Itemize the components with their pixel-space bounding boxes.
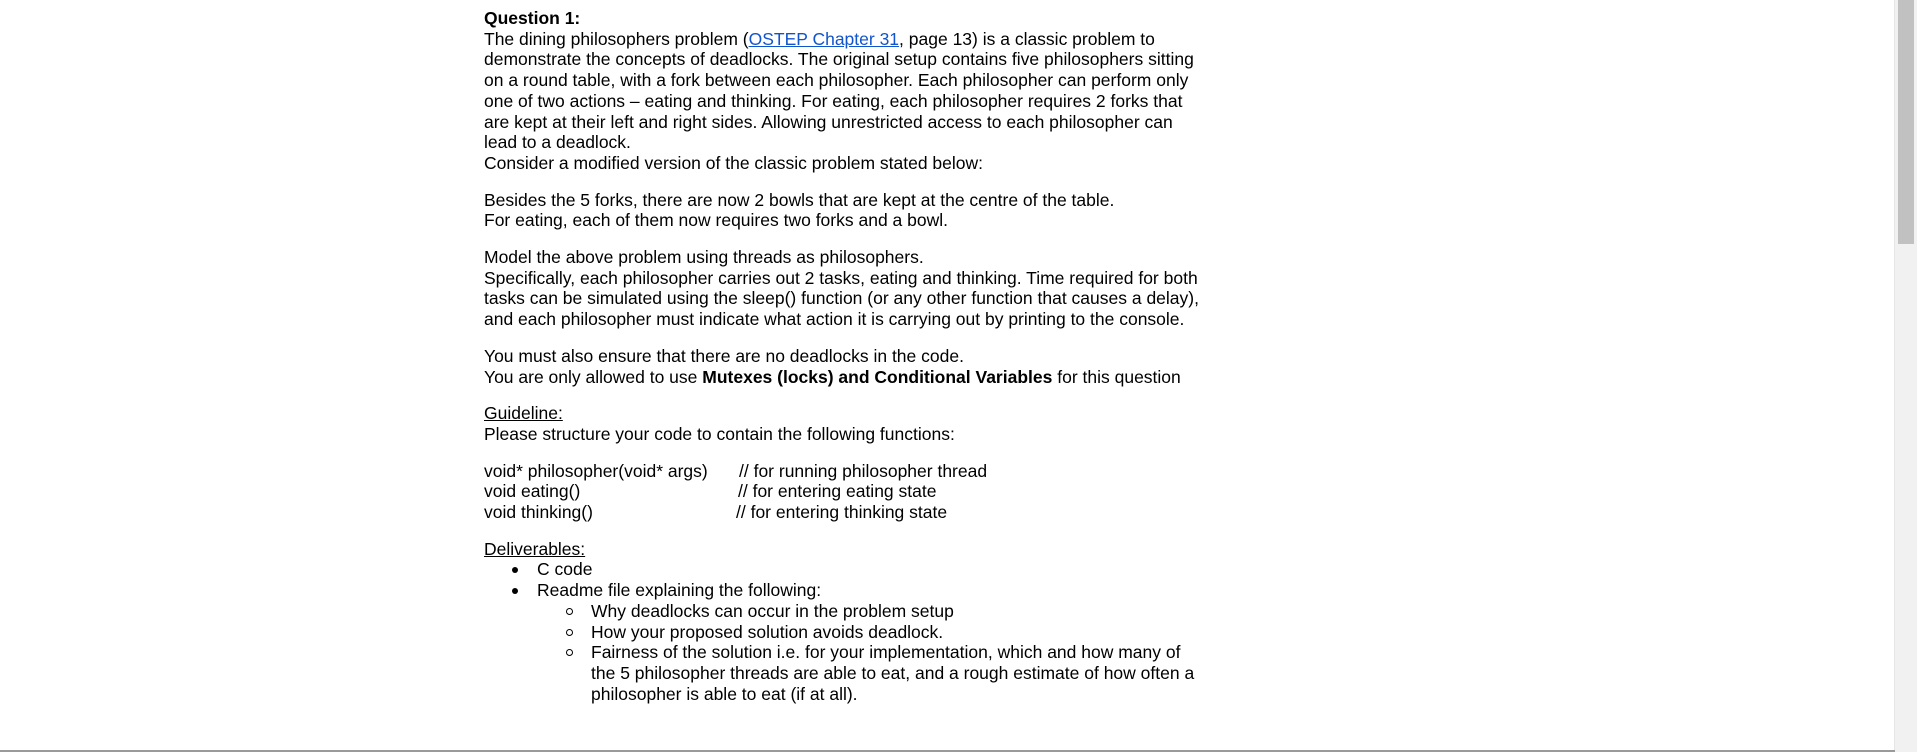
function-signature: void eating() <box>484 481 581 502</box>
function-row-philosopher <box>484 461 1204 482</box>
model-instruction: Model the above problem using threads as philosophers. <box>484 247 924 268</box>
ostep-chapter-link[interactable]: OSTEP Chapter 31 <box>748 28 900 49</box>
no-deadlock-requirement: You must also ensure that there are no deadlocks in the code. <box>484 345 964 366</box>
spacer <box>484 387 1204 403</box>
function-signature: void* philosopher(void* args) <box>484 460 708 481</box>
model-details: Specifically, each philosopher carries out 2 tasks, eating and thinking. Time required for both tasks can be simulated using the sleep() function (or any other function that causes a delay), and each philosopher must indicate what action it is carrying out by printing to the console. <box>484 267 1199 330</box>
list-item <box>537 559 1204 580</box>
allowed-text-before: You are only allowed to use <box>484 366 703 387</box>
modified-setup-bowls: Besides the 5 forks, there are now 2 bowls that are kept at the centre of the table. <box>484 189 1115 210</box>
deliverables-list <box>484 559 1204 704</box>
readme-points-list <box>537 601 1204 705</box>
function-row-eating <box>484 481 1204 502</box>
list-item: Why deadlocks can occur in the problem setup <box>591 601 1204 622</box>
consider-text: Consider a modified version of the classic problem stated below: <box>484 152 983 173</box>
spacer <box>484 231 1204 247</box>
scrollbar-thumb[interactable] <box>1898 0 1914 244</box>
guideline-heading: Guideline: <box>484 403 563 424</box>
modified-setup-requirement: For eating, each of them now requires two forks and a bowl. <box>484 210 948 231</box>
spacer <box>484 330 1204 346</box>
intro-paragraph <box>484 29 1204 153</box>
guideline-text: Please structure your code to contain the following functions: <box>484 423 955 444</box>
allowed-text-after: for this question <box>1052 366 1181 387</box>
spacer <box>484 174 1204 190</box>
deliverable-readme: Readme file explaining the following: <box>537 580 822 601</box>
function-row-thinking <box>484 502 1204 523</box>
list-item: How your proposed solution avoids deadlock. <box>591 622 1204 643</box>
allowed-primitives-bold: Mutexes (locks) and Conditional Variables <box>702 366 1053 387</box>
intro-text-before-link: The dining philosophers problem ( <box>484 28 749 49</box>
spacer <box>484 523 1204 539</box>
intro-text-after-link: , page 13) is a classic problem to demonstrate the concepts of deadlocks. The original setup contains five philosophers sitting on a round table, with a fork between each philosopher. Each philosopher can perform only one of two actions – eating and thinking. For eating, each philosopher requires 2 forks that are kept at their left and right sides. Allowing unrestricted access to each philosopher can lead to a deadlock. <box>484 28 1194 153</box>
function-comment: // for entering thinking state <box>736 502 948 523</box>
question-title: Question 1: <box>484 8 581 28</box>
deliverable-c-code: C code <box>537 559 593 580</box>
function-comment: // for running philosopher thread <box>739 460 988 481</box>
allowed-primitives <box>484 367 1204 388</box>
spacer <box>484 445 1204 461</box>
list-item <box>537 580 1204 704</box>
deliverables-heading: Deliverables: <box>484 538 586 559</box>
document-body <box>484 8 1204 704</box>
list-item: Fairness of the solution i.e. for your implementation, which and how many of the 5 philosopher threads are able to eat, and a rough estimate of how often a philosopher is able to eat (if at all). <box>591 642 1204 704</box>
function-comment: // for entering eating state <box>738 481 937 502</box>
vertical-scrollbar[interactable] <box>1894 0 1917 752</box>
function-signature: void thinking() <box>484 502 593 523</box>
